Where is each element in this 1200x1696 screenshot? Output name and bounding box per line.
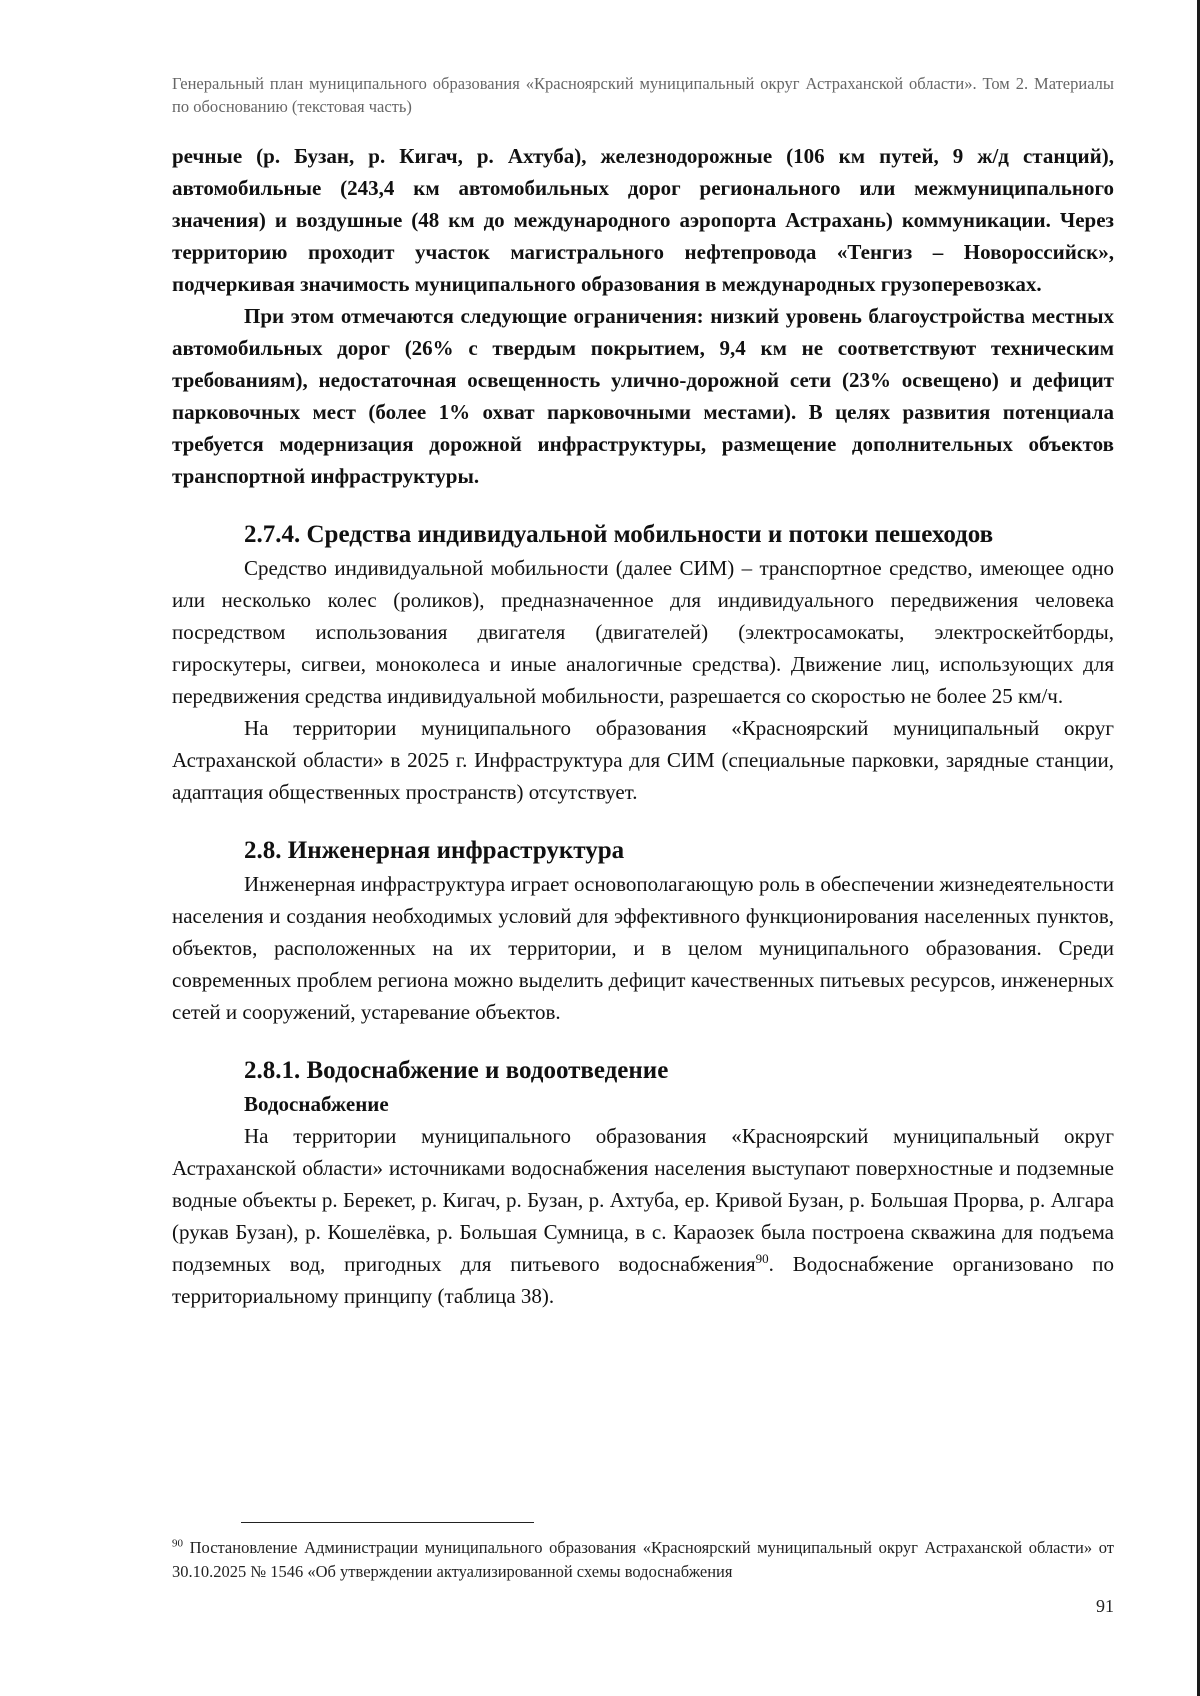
paragraph-engineering-infrastructure: Инженерная инфраструктура играет основополагающую роль в обеспечении жизнедеятельности населения и создания необходимых условий для эффективного функционирования населенных пунктов, объектов, расположенных на их территории, и в целом муниципального образования. Среди современных проблем региона можно выделить дефицит качественных питьевых ресурсов, инженерных сетей и сооружений, устаревание объектов. (172, 872, 1114, 1024)
section-heading-2-8-1: 2.8.1. Водоснабжение и водоотведение (244, 1057, 669, 1084)
paragraph-water-sources-text-end: . Водоснабжение организовано по территориальному принципу (таблица 38). (172, 1252, 1115, 1308)
section-gap (172, 808, 1114, 834)
footnote-marker: 90 (172, 1537, 183, 1550)
page-content (172, 140, 1114, 1312)
paragraph-sim-infrastructure: На территории муниципального образования «Красноярский муниципальный округ Астраханской области» в 2025 г. Инфраструктура для СИМ (специальные парковки, зарядные станции, адаптация общественных пространств) отсутствует. (172, 716, 1114, 804)
page-number: 91 (1096, 1596, 1114, 1616)
paragraph-water-sources (172, 1120, 1114, 1312)
paragraph-transport-communications: речные (р. Бузан, р. Кигач, р. Ахтуба), железнодорожные (106 км путей, 9 ж/д станций), автомобильные (243,4 км автомобильных дорог регионального или межмуниципального значения) и воздушные (48 км до международного аэропорта Астрахань) коммуникации. Через территорию проходит участок магистрального нефтепровода «Тенгиз – Новороссийск», подчеркивая значимость муниципального образования в международных грузоперевозках. (172, 144, 1114, 296)
section-gap (172, 492, 1114, 518)
footnote-text: Постановление Администрации муниципального образования «Красноярский муниципальный округ Астраханской области» от 30.10.2025 № 1546 «Об утверждении актуализированной схемы водоснабжения (172, 1538, 1114, 1581)
section-gap (172, 1028, 1114, 1054)
section-heading-2-8: 2.8. Инженерная инфраструктура (244, 837, 625, 864)
footnote-90 (172, 1536, 1114, 1584)
subheading-water-supply: Водоснабжение (244, 1092, 389, 1116)
section-heading-2-7-4: 2.7.4. Средства индивидуальной мобильности и потоки пешеходов (244, 521, 994, 548)
running-header: Генеральный план муниципального образования «Красноярский муниципальный округ Астраханской области». Том 2. Материалы по обоснованию (текстовая часть) (172, 74, 1114, 116)
paragraph-sim-definition: Средство индивидуальной мобильности (далее СИМ) – транспортное средство, имеющее одно или несколько колес (роликов), предназначенное для индивидуального передвижения человека посредством использования двигателя (двигателей) (электросамокаты, электроскейтборды, гироскутеры, сигвеи, моноколеса и иные аналогичные средства). Движение лиц, использующих для передвижения средства индивидуальной мобильности, разрешается со скоростью не более 25 км/ч. (172, 556, 1114, 708)
paragraph-water-sources-text: На территории муниципального образования «Красноярский муниципальный округ Астраханской области» источниками водоснабжения населения выступают поверхностные и подземные водные объекты р. Берекет, р. Кигач, р. Бузан, р. Ахтуба, ер. Кривой Бузан, р. Большая Прорва, р. Алгара (рукав Бузан), р. Кошелёвка, р. Большая Сумница, в с. Караозек была построена скважина для подъема подземных вод, пригодных для питьевого водоснабжения (172, 1124, 1114, 1276)
footnote-reference-90[interactable]: 90 (755, 1251, 769, 1266)
paragraph-road-limitations: При этом отмечаются следующие ограничения: низкий уровень благоустройства местных автомобильных дорог (26% с твердым покрытием, 9,4 км не соответствуют техническим требованиям), недостаточная освещенность улично-дорожной сети (23% освещено) и дефицит парковочных мест (более 1% охват парковочными местами). В целях развития потенциала требуется модернизация дорожной инфраструктуры, размещение дополнительных объектов транспортной инфраструктуры. (172, 304, 1114, 488)
footnote-separator (241, 1522, 534, 1523)
